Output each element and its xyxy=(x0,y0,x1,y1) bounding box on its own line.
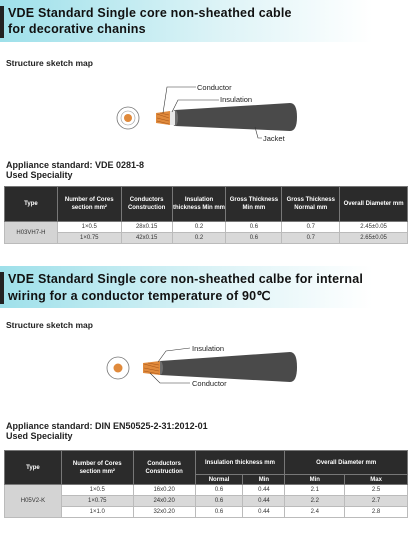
cell: 2.7 xyxy=(345,496,408,507)
cell: 1×1.0 xyxy=(61,507,133,518)
section1-label-conductor: Conductor xyxy=(197,83,232,92)
cell: 2.65±0.05 xyxy=(340,233,408,244)
cell: 0.6 xyxy=(195,496,243,507)
cell: 1×0.5 xyxy=(57,222,121,233)
cell: 0.6 xyxy=(226,222,282,233)
header-construction: Conductors Construction xyxy=(121,187,172,222)
cell: 1×0.75 xyxy=(57,233,121,244)
header-max: Max xyxy=(345,475,408,485)
cell: 0.2 xyxy=(172,222,226,233)
header-cores: Number of Cores section mm² xyxy=(57,187,121,222)
header-construction: Conductors Construction xyxy=(133,451,195,485)
section1-sketch-title: Structure sketch map xyxy=(6,58,93,68)
header-type: Type xyxy=(5,187,58,222)
cell: 1×0.5 xyxy=(61,485,133,496)
section2-speciality: Used Speciality xyxy=(6,431,73,441)
table-row xyxy=(5,496,408,507)
cell: 0.2 xyxy=(172,233,226,244)
cell: 0.44 xyxy=(243,496,285,507)
cell: 0.44 xyxy=(243,507,285,518)
header-overall: Overall Diameter mm xyxy=(285,451,408,475)
type-cell: H05V2-K xyxy=(5,485,62,518)
cell: 16x0.20 xyxy=(133,485,195,496)
section1-speciality: Used Speciality xyxy=(6,170,73,180)
cell: 0.6 xyxy=(195,507,243,518)
table-row xyxy=(5,485,408,496)
cell: 0.6 xyxy=(195,485,243,496)
header-insulation: Insulation thickness mm xyxy=(195,451,285,475)
cell: 28x0.15 xyxy=(121,222,172,233)
section1-label-insulation: Insulation xyxy=(220,95,253,104)
header-cores: Number of Cores section mm² xyxy=(61,451,133,485)
header-type: Type xyxy=(5,451,62,485)
cell: 2.4 xyxy=(285,507,345,518)
cell: 0.7 xyxy=(282,233,340,244)
type-cell: H03VH7-H xyxy=(5,222,58,244)
cell: 42x0.15 xyxy=(121,233,172,244)
cell: 1×0.75 xyxy=(61,496,133,507)
section2-title-line2: wiring for a conductor temperature of 90℃ xyxy=(8,289,271,303)
section2-title-line1: VDE Standard Single core non-sheathed calbe for internal xyxy=(8,272,364,286)
cell: 24x0.20 xyxy=(133,496,195,507)
section2-label-conductor: Conductor xyxy=(192,379,227,388)
section1-standard: Appliance standard: VDE 0281-8 xyxy=(6,160,145,170)
section1-label-jacket: Jacket xyxy=(263,134,285,143)
section2-spec-table xyxy=(4,450,408,518)
cell: 0.6 xyxy=(226,233,282,244)
header-normal: Normal xyxy=(195,475,243,485)
cell: 2.45±0.05 xyxy=(340,222,408,233)
section2-standard: Appliance standard: DIN EN50525-2-31:2012-01 xyxy=(6,421,208,431)
section2-sketch-title: Structure sketch map xyxy=(6,320,93,330)
section1-title-line1: VDE Standard Single core non-sheathed cable xyxy=(8,6,292,20)
cell: 2.8 xyxy=(345,507,408,518)
section2-label-insulation: Insulation xyxy=(192,344,225,353)
header-min: Min xyxy=(243,475,285,485)
header-insulation: Insulation thickness Min mm xyxy=(172,187,226,222)
cell: 2.1 xyxy=(285,485,345,496)
header-gross-normal: Gross Thickness Normal mm xyxy=(282,187,340,222)
cell: 32x0.20 xyxy=(133,507,195,518)
cell: 0.7 xyxy=(282,222,340,233)
cell: 2.2 xyxy=(285,496,345,507)
header-gross-min: Gross Thickness Min mm xyxy=(226,187,282,222)
section1-title-line2: for decorative chanins xyxy=(8,22,146,36)
cell: 0.44 xyxy=(243,485,285,496)
header-min-overall: Min xyxy=(285,475,345,485)
header-overall: Overall Diameter mm xyxy=(340,187,408,222)
table-row xyxy=(5,507,408,518)
cell: 2.5 xyxy=(345,485,408,496)
